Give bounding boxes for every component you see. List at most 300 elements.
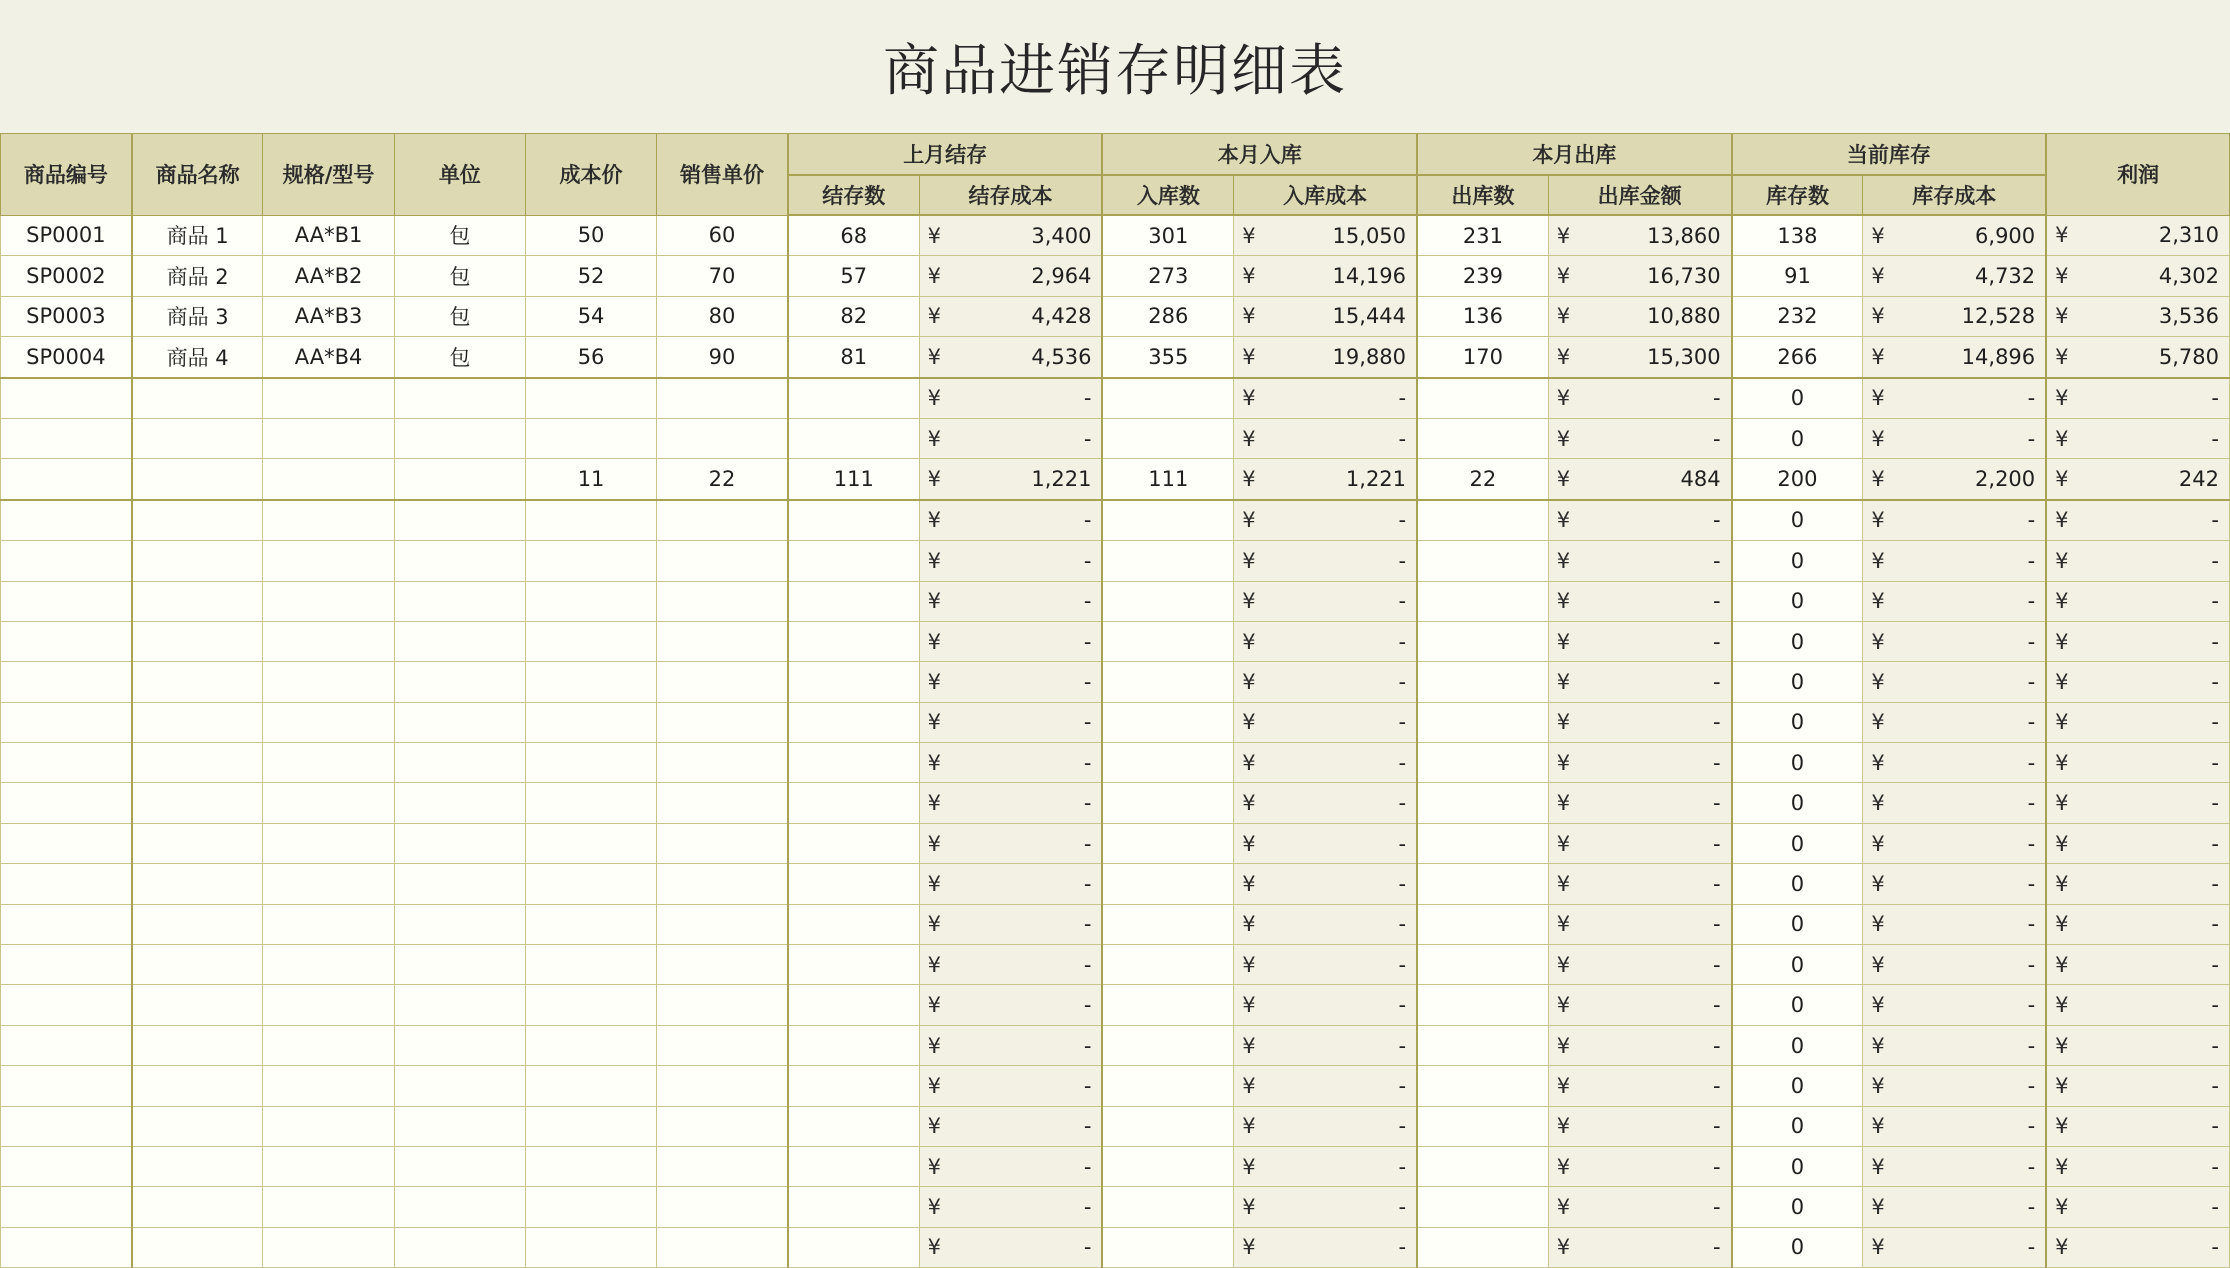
- cell-stock-money[interactable]: [1863, 500, 2046, 541]
- header-name[interactable]: 商品名称: [132, 134, 263, 216]
- cell-last-money[interactable]: [919, 1066, 1102, 1106]
- cell-cost[interactable]: [525, 581, 656, 621]
- cell-in-qty[interactable]: [1102, 904, 1233, 944]
- cell-code[interactable]: [1, 743, 132, 783]
- cell-out-money[interactable]: [1548, 296, 1731, 336]
- cell-unit[interactable]: [394, 1187, 525, 1227]
- cell-spec[interactable]: [263, 1066, 394, 1106]
- cell-unit[interactable]: [394, 541, 525, 581]
- cell-profit[interactable]: [2046, 581, 2229, 621]
- cell-last-qty[interactable]: [788, 1066, 919, 1106]
- cell-profit[interactable]: [2046, 215, 2229, 256]
- cell-stock-qty[interactable]: 0: [1732, 823, 1863, 863]
- cell-spec[interactable]: [263, 1025, 394, 1065]
- cell-stock-qty[interactable]: 0: [1732, 1025, 1863, 1065]
- cell-out-money[interactable]: [1548, 1106, 1731, 1146]
- cell-out-qty[interactable]: [1417, 864, 1548, 904]
- cell-in-money[interactable]: [1234, 823, 1417, 863]
- cell-in-money[interactable]: [1234, 1025, 1417, 1065]
- cell-profit[interactable]: [2046, 1066, 2229, 1106]
- cell-name[interactable]: 商品 3: [132, 296, 263, 336]
- cell-cost[interactable]: [525, 1106, 656, 1146]
- cell-in-money[interactable]: [1234, 215, 1417, 256]
- cell-code[interactable]: [1, 581, 132, 621]
- cell-in-qty[interactable]: [1102, 945, 1233, 985]
- cell-stock-qty[interactable]: 200: [1732, 459, 1863, 500]
- header-code[interactable]: 商品编号: [1, 134, 132, 216]
- cell-last-qty[interactable]: [788, 823, 919, 863]
- cell-unit[interactable]: [394, 945, 525, 985]
- cell-stock-money[interactable]: [1863, 1187, 2046, 1227]
- cell-out-money[interactable]: [1548, 337, 1731, 378]
- cell-code[interactable]: [1, 985, 132, 1025]
- cell-unit[interactable]: [394, 1025, 525, 1065]
- cell-code[interactable]: SP0002: [1, 256, 132, 296]
- header-last-cost[interactable]: 结存成本: [919, 175, 1102, 215]
- cell-name[interactable]: 商品 1: [132, 215, 263, 256]
- cell-spec[interactable]: [263, 1106, 394, 1146]
- header-in-qty[interactable]: 入库数: [1102, 175, 1233, 215]
- cell-name[interactable]: [132, 621, 263, 661]
- cell-in-qty[interactable]: 301: [1102, 215, 1233, 256]
- cell-unit[interactable]: 包: [394, 296, 525, 336]
- cell-out-money[interactable]: [1548, 783, 1731, 823]
- cell-stock-money[interactable]: [1863, 662, 2046, 702]
- cell-out-money[interactable]: [1548, 378, 1731, 419]
- cell-spec[interactable]: [263, 783, 394, 823]
- cell-out-qty[interactable]: [1417, 823, 1548, 863]
- cell-stock-money[interactable]: [1863, 702, 2046, 742]
- cell-name[interactable]: [132, 1066, 263, 1106]
- cell-out-qty[interactable]: [1417, 783, 1548, 823]
- cell-last-qty[interactable]: 57: [788, 256, 919, 296]
- cell-cost[interactable]: [525, 823, 656, 863]
- cell-name[interactable]: [132, 378, 263, 419]
- cell-in-money[interactable]: [1234, 378, 1417, 419]
- cell-price[interactable]: [657, 621, 788, 661]
- header-cost[interactable]: 成本价: [525, 134, 656, 216]
- cell-last-qty[interactable]: [788, 945, 919, 985]
- cell-spec[interactable]: AA*B3: [263, 296, 394, 336]
- cell-out-money[interactable]: [1548, 904, 1731, 944]
- cell-cost[interactable]: [525, 541, 656, 581]
- cell-in-money[interactable]: [1234, 459, 1417, 500]
- cell-out-qty[interactable]: [1417, 581, 1548, 621]
- cell-last-money[interactable]: [919, 1106, 1102, 1146]
- cell-cost[interactable]: [525, 1066, 656, 1106]
- cell-profit[interactable]: [2046, 743, 2229, 783]
- cell-last-qty[interactable]: 68: [788, 215, 919, 256]
- cell-price[interactable]: [657, 581, 788, 621]
- cell-spec[interactable]: [263, 702, 394, 742]
- cell-code[interactable]: [1, 823, 132, 863]
- cell-last-money[interactable]: [919, 702, 1102, 742]
- cell-spec[interactable]: [263, 459, 394, 500]
- cell-in-qty[interactable]: 286: [1102, 296, 1233, 336]
- cell-in-money[interactable]: [1234, 743, 1417, 783]
- cell-out-qty[interactable]: 136: [1417, 296, 1548, 336]
- header-stock-qty[interactable]: 库存数: [1732, 175, 1863, 215]
- cell-out-qty[interactable]: [1417, 985, 1548, 1025]
- cell-stock-money[interactable]: [1863, 945, 2046, 985]
- cell-out-money[interactable]: [1548, 702, 1731, 742]
- cell-out-money[interactable]: [1548, 1187, 1731, 1227]
- cell-price[interactable]: [657, 541, 788, 581]
- cell-in-money[interactable]: [1234, 864, 1417, 904]
- cell-in-qty[interactable]: 111: [1102, 459, 1233, 500]
- cell-stock-qty[interactable]: 0: [1732, 500, 1863, 541]
- cell-cost[interactable]: 54: [525, 296, 656, 336]
- cell-price[interactable]: [657, 1146, 788, 1186]
- cell-stock-money[interactable]: [1863, 743, 2046, 783]
- cell-in-money[interactable]: [1234, 581, 1417, 621]
- cell-unit[interactable]: [394, 1066, 525, 1106]
- cell-stock-qty[interactable]: 91: [1732, 256, 1863, 296]
- cell-last-money[interactable]: [919, 985, 1102, 1025]
- cell-in-money[interactable]: [1234, 1187, 1417, 1227]
- cell-spec[interactable]: AA*B1: [263, 215, 394, 256]
- cell-cost[interactable]: [525, 904, 656, 944]
- cell-name[interactable]: [132, 581, 263, 621]
- cell-stock-qty[interactable]: 0: [1732, 945, 1863, 985]
- cell-stock-money[interactable]: [1863, 1106, 2046, 1146]
- cell-unit[interactable]: 包: [394, 337, 525, 378]
- cell-last-qty[interactable]: [788, 985, 919, 1025]
- header-last-qty[interactable]: 结存数: [788, 175, 919, 215]
- cell-last-qty[interactable]: [788, 541, 919, 581]
- cell-profit[interactable]: [2046, 783, 2229, 823]
- cell-in-money[interactable]: [1234, 904, 1417, 944]
- cell-out-money[interactable]: [1548, 864, 1731, 904]
- cell-stock-qty[interactable]: 138: [1732, 215, 1863, 256]
- cell-last-qty[interactable]: 111: [788, 459, 919, 500]
- cell-last-money[interactable]: [919, 541, 1102, 581]
- cell-stock-money[interactable]: [1863, 256, 2046, 296]
- cell-spec[interactable]: [263, 581, 394, 621]
- cell-last-money[interactable]: [919, 337, 1102, 378]
- header-profit[interactable]: 利润: [2046, 134, 2229, 216]
- cell-out-qty[interactable]: 22: [1417, 459, 1548, 500]
- cell-name[interactable]: 商品 4: [132, 337, 263, 378]
- cell-in-money[interactable]: [1234, 418, 1417, 458]
- cell-in-qty[interactable]: [1102, 783, 1233, 823]
- cell-out-qty[interactable]: [1417, 702, 1548, 742]
- cell-name[interactable]: [132, 541, 263, 581]
- cell-stock-money[interactable]: [1863, 1025, 2046, 1065]
- cell-stock-qty[interactable]: 0: [1732, 418, 1863, 458]
- cell-name[interactable]: [132, 500, 263, 541]
- cell-in-money[interactable]: [1234, 1227, 1417, 1267]
- cell-last-qty[interactable]: [788, 581, 919, 621]
- cell-stock-qty[interactable]: 0: [1732, 904, 1863, 944]
- cell-price[interactable]: [657, 904, 788, 944]
- cell-in-money[interactable]: [1234, 541, 1417, 581]
- cell-profit[interactable]: [2046, 1146, 2229, 1186]
- cell-in-money[interactable]: [1234, 702, 1417, 742]
- cell-last-money[interactable]: [919, 1227, 1102, 1267]
- cell-last-money[interactable]: [919, 662, 1102, 702]
- cell-name[interactable]: [132, 864, 263, 904]
- cell-unit[interactable]: [394, 418, 525, 458]
- cell-last-qty[interactable]: [788, 1187, 919, 1227]
- cell-price[interactable]: [657, 1227, 788, 1267]
- cell-code[interactable]: [1, 783, 132, 823]
- cell-stock-money[interactable]: [1863, 1146, 2046, 1186]
- cell-profit[interactable]: [2046, 945, 2229, 985]
- cell-cost[interactable]: [525, 500, 656, 541]
- cell-out-qty[interactable]: 231: [1417, 215, 1548, 256]
- cell-stock-money[interactable]: [1863, 337, 2046, 378]
- cell-code[interactable]: SP0003: [1, 296, 132, 336]
- header-in-cost[interactable]: 入库成本: [1234, 175, 1417, 215]
- cell-profit[interactable]: [2046, 904, 2229, 944]
- cell-stock-qty[interactable]: 0: [1732, 743, 1863, 783]
- cell-price[interactable]: [657, 418, 788, 458]
- cell-code[interactable]: [1, 1066, 132, 1106]
- cell-stock-qty[interactable]: 0: [1732, 581, 1863, 621]
- cell-spec[interactable]: [263, 1227, 394, 1267]
- header-unit[interactable]: 单位: [394, 134, 525, 216]
- cell-spec[interactable]: [263, 621, 394, 661]
- cell-last-qty[interactable]: [788, 1025, 919, 1065]
- cell-code[interactable]: [1, 418, 132, 458]
- cell-code[interactable]: [1, 1106, 132, 1146]
- cell-unit[interactable]: [394, 783, 525, 823]
- header-in-group[interactable]: 本月入库: [1102, 134, 1417, 176]
- cell-in-qty[interactable]: [1102, 1227, 1233, 1267]
- cell-cost[interactable]: [525, 378, 656, 419]
- cell-last-money[interactable]: [919, 581, 1102, 621]
- cell-name[interactable]: [132, 1227, 263, 1267]
- cell-cost[interactable]: [525, 662, 656, 702]
- cell-out-qty[interactable]: 239: [1417, 256, 1548, 296]
- cell-out-qty[interactable]: [1417, 541, 1548, 581]
- cell-spec[interactable]: [263, 945, 394, 985]
- cell-in-money[interactable]: [1234, 1106, 1417, 1146]
- cell-out-money[interactable]: [1548, 621, 1731, 661]
- cell-profit[interactable]: [2046, 337, 2229, 378]
- cell-out-money[interactable]: [1548, 1066, 1731, 1106]
- cell-out-qty[interactable]: [1417, 1025, 1548, 1065]
- cell-in-qty[interactable]: [1102, 864, 1233, 904]
- cell-price[interactable]: [657, 743, 788, 783]
- cell-cost[interactable]: 52: [525, 256, 656, 296]
- cell-name[interactable]: [132, 459, 263, 500]
- cell-stock-qty[interactable]: 0: [1732, 1106, 1863, 1146]
- cell-cost[interactable]: [525, 985, 656, 1025]
- cell-unit[interactable]: [394, 621, 525, 661]
- cell-code[interactable]: SP0004: [1, 337, 132, 378]
- cell-spec[interactable]: [263, 985, 394, 1025]
- cell-spec[interactable]: AA*B4: [263, 337, 394, 378]
- cell-in-qty[interactable]: [1102, 378, 1233, 419]
- cell-profit[interactable]: [2046, 1106, 2229, 1146]
- cell-name[interactable]: [132, 904, 263, 944]
- cell-code[interactable]: [1, 945, 132, 985]
- cell-cost[interactable]: 11: [525, 459, 656, 500]
- cell-in-qty[interactable]: [1102, 500, 1233, 541]
- cell-stock-qty[interactable]: 0: [1732, 985, 1863, 1025]
- cell-unit[interactable]: [394, 581, 525, 621]
- cell-name[interactable]: [132, 1025, 263, 1065]
- cell-unit[interactable]: [394, 985, 525, 1025]
- cell-code[interactable]: [1, 621, 132, 661]
- cell-last-money[interactable]: [919, 256, 1102, 296]
- cell-profit[interactable]: [2046, 500, 2229, 541]
- cell-code[interactable]: [1, 1227, 132, 1267]
- cell-out-money[interactable]: [1548, 662, 1731, 702]
- cell-out-money[interactable]: [1548, 215, 1731, 256]
- cell-in-money[interactable]: [1234, 945, 1417, 985]
- cell-unit[interactable]: [394, 864, 525, 904]
- cell-spec[interactable]: [263, 823, 394, 863]
- cell-name[interactable]: [132, 1106, 263, 1146]
- cell-price[interactable]: 70: [657, 256, 788, 296]
- cell-out-qty[interactable]: [1417, 500, 1548, 541]
- cell-unit[interactable]: [394, 823, 525, 863]
- cell-code[interactable]: [1, 500, 132, 541]
- cell-last-qty[interactable]: [788, 783, 919, 823]
- cell-stock-money[interactable]: [1863, 985, 2046, 1025]
- cell-profit[interactable]: [2046, 1227, 2229, 1267]
- cell-last-money[interactable]: [919, 378, 1102, 419]
- cell-name[interactable]: [132, 702, 263, 742]
- cell-out-money[interactable]: [1548, 985, 1731, 1025]
- cell-last-qty[interactable]: [788, 662, 919, 702]
- cell-unit[interactable]: [394, 743, 525, 783]
- cell-in-qty[interactable]: [1102, 823, 1233, 863]
- cell-out-money[interactable]: [1548, 500, 1731, 541]
- cell-cost[interactable]: [525, 621, 656, 661]
- cell-stock-qty[interactable]: 0: [1732, 702, 1863, 742]
- cell-last-money[interactable]: [919, 418, 1102, 458]
- cell-price[interactable]: [657, 945, 788, 985]
- cell-out-qty[interactable]: [1417, 418, 1548, 458]
- cell-profit[interactable]: [2046, 1187, 2229, 1227]
- cell-last-money[interactable]: [919, 904, 1102, 944]
- cell-in-money[interactable]: [1234, 621, 1417, 661]
- cell-name[interactable]: [132, 985, 263, 1025]
- cell-price[interactable]: [657, 662, 788, 702]
- cell-unit[interactable]: [394, 378, 525, 419]
- cell-in-qty[interactable]: [1102, 743, 1233, 783]
- cell-spec[interactable]: [263, 1187, 394, 1227]
- cell-stock-qty[interactable]: 0: [1732, 541, 1863, 581]
- cell-code[interactable]: [1, 904, 132, 944]
- cell-out-money[interactable]: [1548, 1227, 1731, 1267]
- cell-in-qty[interactable]: [1102, 1025, 1233, 1065]
- cell-in-qty[interactable]: [1102, 1066, 1233, 1106]
- cell-last-qty[interactable]: 81: [788, 337, 919, 378]
- cell-stock-money[interactable]: [1863, 541, 2046, 581]
- cell-name[interactable]: [132, 1187, 263, 1227]
- cell-profit[interactable]: [2046, 702, 2229, 742]
- cell-name[interactable]: [132, 783, 263, 823]
- cell-stock-qty[interactable]: 0: [1732, 662, 1863, 702]
- cell-price[interactable]: 22: [657, 459, 788, 500]
- cell-stock-money[interactable]: [1863, 1227, 2046, 1267]
- cell-out-qty[interactable]: [1417, 1227, 1548, 1267]
- cell-last-qty[interactable]: 82: [788, 296, 919, 336]
- cell-spec[interactable]: [263, 864, 394, 904]
- cell-cost[interactable]: [525, 702, 656, 742]
- cell-last-money[interactable]: [919, 823, 1102, 863]
- cell-stock-money[interactable]: [1863, 621, 2046, 661]
- cell-out-qty[interactable]: 170: [1417, 337, 1548, 378]
- cell-unit[interactable]: [394, 500, 525, 541]
- header-out-qty[interactable]: 出库数: [1417, 175, 1548, 215]
- cell-profit[interactable]: [2046, 621, 2229, 661]
- cell-cost[interactable]: [525, 1146, 656, 1186]
- cell-last-money[interactable]: [919, 459, 1102, 500]
- cell-out-qty[interactable]: [1417, 378, 1548, 419]
- cell-price[interactable]: [657, 783, 788, 823]
- cell-spec[interactable]: [263, 904, 394, 944]
- cell-price[interactable]: [657, 1025, 788, 1065]
- cell-profit[interactable]: [2046, 985, 2229, 1025]
- cell-out-money[interactable]: [1548, 541, 1731, 581]
- cell-in-money[interactable]: [1234, 500, 1417, 541]
- cell-out-qty[interactable]: [1417, 1146, 1548, 1186]
- cell-in-money[interactable]: [1234, 1066, 1417, 1106]
- cell-profit[interactable]: [2046, 459, 2229, 500]
- cell-spec[interactable]: [263, 541, 394, 581]
- cell-in-qty[interactable]: [1102, 541, 1233, 581]
- cell-price[interactable]: [657, 823, 788, 863]
- cell-out-qty[interactable]: [1417, 1066, 1548, 1106]
- cell-name[interactable]: [132, 418, 263, 458]
- cell-code[interactable]: SP0001: [1, 215, 132, 256]
- cell-profit[interactable]: [2046, 864, 2229, 904]
- header-last-month-group[interactable]: 上月结存: [788, 134, 1103, 176]
- cell-profit[interactable]: [2046, 823, 2229, 863]
- cell-price[interactable]: [657, 1187, 788, 1227]
- cell-code[interactable]: [1, 1025, 132, 1065]
- cell-out-qty[interactable]: [1417, 904, 1548, 944]
- cell-in-qty[interactable]: [1102, 1187, 1233, 1227]
- cell-in-qty[interactable]: [1102, 662, 1233, 702]
- cell-spec[interactable]: [263, 662, 394, 702]
- header-out-group[interactable]: 本月出库: [1417, 134, 1732, 176]
- cell-unit[interactable]: [394, 1146, 525, 1186]
- cell-last-qty[interactable]: [788, 621, 919, 661]
- cell-stock-qty[interactable]: 232: [1732, 296, 1863, 336]
- header-price[interactable]: 销售单价: [657, 134, 788, 216]
- cell-price[interactable]: [657, 985, 788, 1025]
- cell-in-money[interactable]: [1234, 1146, 1417, 1186]
- header-out-amount[interactable]: 出库金额: [1548, 175, 1731, 215]
- cell-stock-qty[interactable]: 266: [1732, 337, 1863, 378]
- header-spec[interactable]: 规格/型号: [263, 134, 394, 216]
- cell-last-money[interactable]: [919, 215, 1102, 256]
- cell-out-money[interactable]: [1548, 1146, 1731, 1186]
- cell-last-money[interactable]: [919, 1146, 1102, 1186]
- cell-code[interactable]: [1, 662, 132, 702]
- cell-stock-qty[interactable]: 0: [1732, 1066, 1863, 1106]
- cell-out-money[interactable]: [1548, 256, 1731, 296]
- cell-profit[interactable]: [2046, 541, 2229, 581]
- cell-stock-money[interactable]: [1863, 783, 2046, 823]
- cell-name[interactable]: [132, 945, 263, 985]
- cell-out-money[interactable]: [1548, 581, 1731, 621]
- cell-last-money[interactable]: [919, 743, 1102, 783]
- cell-price[interactable]: [657, 1066, 788, 1106]
- cell-stock-money[interactable]: [1863, 904, 2046, 944]
- cell-out-money[interactable]: [1548, 743, 1731, 783]
- cell-stock-money[interactable]: [1863, 215, 2046, 256]
- cell-out-money[interactable]: [1548, 945, 1731, 985]
- cell-spec[interactable]: [263, 418, 394, 458]
